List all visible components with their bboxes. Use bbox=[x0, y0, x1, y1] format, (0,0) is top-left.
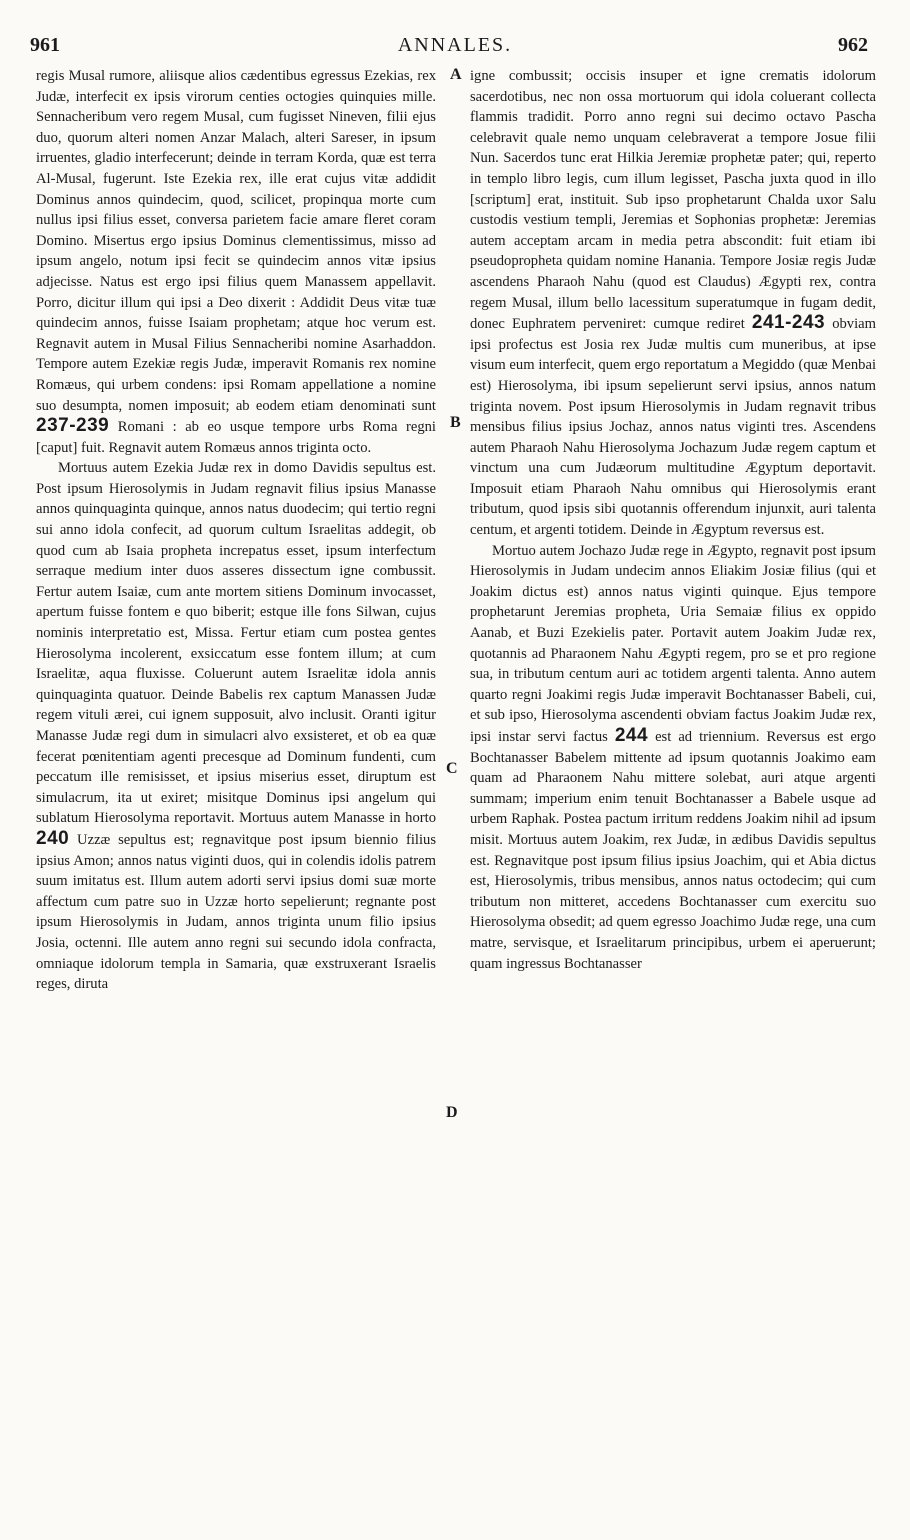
paragraph-text: Uzzæ sepultus est; regnavitque post ipsum biennio filius ipsius Amon; annos natus viginti duos, qui in colendis idolis patrem suum imitatus est. Illum autem adorti servi ipsius domi suæ morte affectum cum patre suo in Uzzæ horto sepelierunt; regnante post ipsum Hierosolymis in Judam, annos triginta unum filio ipsius Josia, octenni. Ille autem anno regni sui secundo idola confracta, omniaque idolorum templa in Samaria, quæ exstruxerant Israelis reges, diruta bbox=[36, 831, 436, 993]
paragraph-text: est ad triennium. Reversus est ergo Bochtanasser Babelem mittente ad ipsum quotannis Joakimo eam quam ad Pharaonem Nahu mittere solebat, auri atque argenti summam; imperium enim tenuit Bochtanasser a Babele usque ad urbem Raphak. Postea pactum irritum reddens Joakim nihil ad ipsum misit. Mortuus autem Joakim, rex Judæ, in ædibus Davidis sepultus est. Regnavitque post ipsum filius ipsius Joachim, qui et Abia dictus est, Hierosolymis, tribus mensibus, annos natus octodecim; qui cum tributum non mitteret, accedens Bochtanasser cum exercitu suo Hierosolyma obsedit; ad quem egresso Joachimo Judæ rege, una cum matre, servisque, et Israelitarum principibus, urbem ei aperuerunt; quam ingressus Bochtanasser bbox=[470, 729, 876, 972]
paragraph bbox=[36, 458, 436, 994]
paragraph bbox=[470, 66, 876, 541]
paragraph-text: Romani : ab eo usque tempore urbs Roma regni [caput] fuit. Regnavit autem Romæus annos triginta octo. bbox=[36, 419, 436, 456]
page-number-left: 961 bbox=[30, 34, 60, 56]
section-marker-c: C bbox=[446, 760, 458, 777]
paragraph-text: regis Musal rumore, aliisque alios cædentibus egressus Ezekias, rex Judæ, interfecit ex ipsis virorum centies octogies quinquies mille. Sennacheribum vero regem Musal, cum fugisset Nineven, filii ejus duo, quorum alteri nomen Anzar Malach, alteri Sareser, in ipsum irruentes, gladio interfecerunt; deinde in terram Korda, quæ est terra Al-Musal, fugerunt. Iste Ezekia rex, ille erat cujus vitæ addidit Dominus annos quindecim, quod, scilicet, propinqua morte cum nullus ipsi filius esset, conversa parietem facie amare fleret coram Domino. Misertus ergo ipsius Dominus clementissimus, misso ad ipsum angelo, notum ipsi fecit se quindecim annos vitæ ipsius adjecisse. Natus est ergo ipsi filius quem Manassem appellavit. Porro, dicitur illum qui ipsi a Deo dixerit : Addidit Deus vitæ tuæ quindecim annos, fuisse Isaiam prophetam; atque hoc verum est. Regnavit autem in Musal Filius Sennacheribi nomine Asarhaddon. Tempore autem Ezekiæ regis Judæ, imperavit Romanis rex nomine Romæus, qui urbem condens: ipsi Romam appellatione a nomine suo desumpta, nomen imposuit; ab eodem etiam denominati sunt bbox=[36, 68, 436, 414]
section-marker-a: A bbox=[450, 66, 462, 83]
marginal-number: 244 bbox=[614, 725, 649, 746]
paragraph bbox=[36, 66, 436, 458]
paragraph-text: Mortuus autem Ezekia Judæ rex in domo Davidis sepultus est. Post ipsum Hierosolymis in Judam regnavit filius ipsius Manasse annos quinquaginta quinque, annos natus duodecim; qui tertio regni sui anno idola confecit, ad quorum cultum Israelitas addegit, ob quod cum ab Isaia propheta increpatus esset, ipsum interfectum serraque medium inter duos asseres dissectum igne combussit. Fertur autem Isaiæ, cum ante mortem sitiens Dominum invocasset, apertum fuisse fontem e quo biberit; estque ille fons Silwan, cujus nominis interpretatio est, Missa. Fertur etiam cum postea gentes Hierosolyma incolerent, exsiccatum esse fontem illum; at cum Israelitæ, aqua fluxisse. Coluerunt autem Israelitæ idola annis quinquaginta quatuor. Deinde Babelis rex captum Manassen Judæ regem vituli ærei, cui ignem supposuit, alvo inclusit. Oranti igitur Manasse Judæ regi dum in simulacri alvo exsisteret, et ob ea quæ fecerat pœnitentiam agenti precesque ad Dominum fundenti, cum peccatum ille remisisset, et ipsius miserius esset, diruptum est simulacrum, ita ut exiret; misitque Dominus ipsi angelum qui sublatum Hierosolyma reportavit. Mortuus autem Manasse in horto bbox=[36, 460, 436, 827]
marginal-number: 241-243 bbox=[751, 312, 826, 334]
paragraph bbox=[470, 541, 876, 974]
page-header bbox=[0, 0, 910, 60]
left-column bbox=[36, 66, 436, 995]
marginal-number: 240 bbox=[36, 827, 70, 849]
paragraph-text: igne combussit; occisis insuper et igne crematis idolorum sacerdotibus, nec non ossa mortuorum qui idola coluerant collecta flammis tradidit. Porro anno regni sui decimo octavo Pascha celebravit quale nemo unquam celebraverat a tempore Josue filii Nun. Sacerdos tunc erat Hilkia Jeremiæ prophetæ pater; qui, reperto in templo libro legis, cum illum legisset, Pascha juxta quod in illo [scriptum] erat, instituit. Sub ipso prophetarunt Chalda uxor Salu custodis vestium templi, Jeremias et Sophonias prophetæ: Jeremias autem acceptam arcam in media petra abscondit: fuit etiam ibi pseudopropheta quidam nomine Hanania. Tempore Josiæ regis Judæ ascendens Pharaoh Nahu (quod est Claudus) Ægypti rex, contra regem Musal, illum bello lacessitum superatumque in fugam dedit, donec Euphratem perveniret: cumque rediret bbox=[470, 68, 876, 333]
section-marker-d: D bbox=[446, 1104, 458, 1121]
page-number-right: 962 bbox=[838, 34, 868, 56]
marginal-number: 237-239 bbox=[36, 415, 110, 437]
section-marker-b: B bbox=[450, 414, 461, 431]
right-column bbox=[470, 66, 876, 974]
paragraph-text: obviam ipsi profectus est Josia rex Judæ multis cum muneribus, at ipse visum eum interfecit, quem ergo reportatum a Megiddo (quæ Menbai est) Hierosolyma, ibi ipsum sepelierunt servi ipsius, annos natum triginta novem. Post ipsum Hierosolymis in Judam regnavit tribus mensibus filius ipsius Jochaz, annos natus viginti tres. Ascendens autem Pharaoh Nahu Hierosolyma Jochazum Judæ regem captum et vinctum una cum Judæorum multitudine Ægyptum deportavit. Imposuit etiam Pharaoh Nahu omnibus qui Hierosolymis erant tributum, quod ipsis sibi quotannis offerendum injunxit, auri talenta centum, et argenti totidem. Deinde in Ægyptum reversus est. bbox=[470, 316, 876, 539]
running-title: ANNALES. bbox=[397, 34, 513, 56]
paragraph-text: Mortuo autem Jochazo Judæ rege in Ægypto, regnavit post ipsum Hierosolymis in Judam undecim annos Eliakim Josiæ filius (qui et Joakim dictus est) annos natus viginti quinque. Ejus tempore prophetarunt Jeremias propheta, Uria Semaiæ filius ex oppido Aanab, et Buzi Ezekielis pater. Portavit autem Joakim Judæ rex, quotannis ad Pharaonem Nahu Ægypti regem, pro se et pro regione sua, in tributum centum auri ac totidem argenti talenta. Anno autem quarto regni Joakimi regis Judæ imperavit Bochtanasser Babeli, cui, et sub ipso, Hierosolyma ascendenti obviam factus Joakim Judæ rex, ipsi instar servi factus bbox=[470, 542, 876, 745]
